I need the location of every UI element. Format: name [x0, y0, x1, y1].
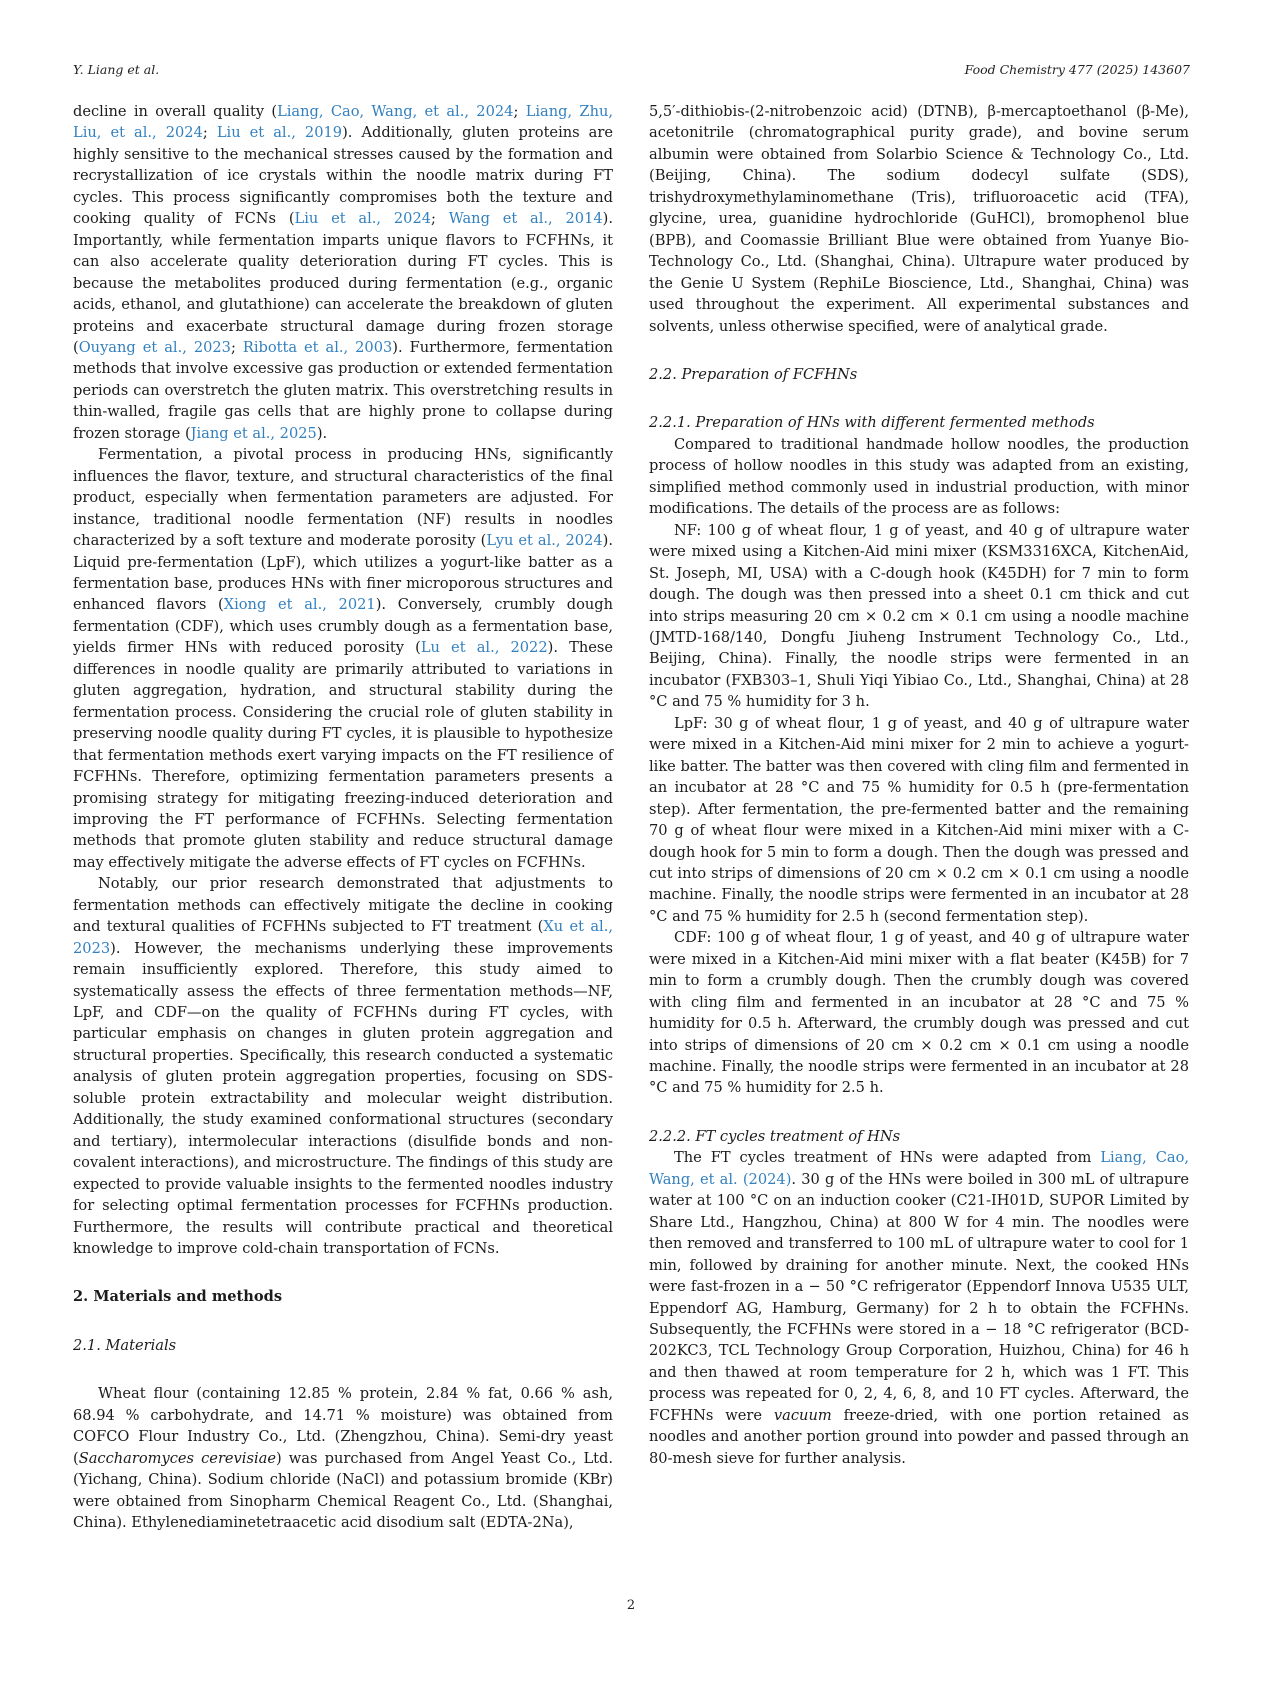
citation-link[interactable]: Wang et al., 2014: [448, 210, 603, 228]
text-segment: NF: 100 g of wheat flour, 1 g of yeast, and 40 g of ultrapure water were mixed using a Kitchen-Aid mini mixer (KSM3316XCA, KitchenAid, St. Joseph, MI, USA) with a C-dough hook (K45DH) for 7 min to form dough. The dough was then pressed into a sheet 0.1 cm thick and cut into strips measuring 20 cm × 0.2 cm × 0.1 cm using a noodle machine (JMTD-168/140, Dongfu Jiuheng Instrument Technology Co., Ltd., Beijing, China). Finally, the noodle strips were fermented in an incubator (FXB303–1, Shuli Yiqi Yibiao Co., Ltd., Shanghai, China) at 28 °C and 75 % humidity for 3 h.: [649, 521, 1189, 711]
right-column: [649, 101, 1189, 1534]
text-segment: decline in overall quality (: [73, 103, 278, 120]
citation-link[interactable]: Liu et al., 2019: [216, 124, 343, 142]
text-segment: The FT cycles treatment of HNs were adapted from: [674, 1149, 1101, 1167]
citation-link[interactable]: Liang, Cao, Wang, et al., 2024: [277, 103, 514, 120]
paragraph: [649, 434, 1189, 520]
text-segment: Compared to traditional handmade hollow noodles, the production process of hollow noodles in this study was adapted from an existing, simplified method commonly used in industrial production, with minor modifications. The details of the process are as follows:: [649, 435, 1189, 518]
running-header: [73, 62, 1190, 77]
two-column-body: [73, 101, 1189, 1534]
citation-link[interactable]: Liu et al., 2024: [294, 210, 432, 228]
text-segment: ). These differences in noodle quality are primarily attributed to variations in gluten aggregation, hydration, and structural stability during the fermentation process. Considering the crucial role of gluten stability in preserving noodle quality during FT cycles, it is plausible to hypothesize that fermentation methods exert varying impacts on the FT resilience of FCFHNs. Therefore, optimizing fermentation parameters presents a promising strategy for mitigating freezing-induced deterioration and improving the FT performance of FCFHNs. Selecting fermentation methods that promote gluten stability and reduce structural damage may effectively mitigate the adverse effects of FT cycles on FCFHNs.: [73, 639, 614, 871]
text-segment: ;: [202, 124, 217, 142]
running-author: Y. Liang et al.: [73, 62, 160, 77]
section-heading: [73, 1286, 613, 1307]
text-segment: 2. Materials and methods: [73, 1288, 283, 1306]
text-segment: 5,5′-dithiobis-(2-nitrobenzoic acid) (DTNB), β-mercaptoethanol (β-Me), acetonitrile (chromatographical purity grade), and bovine serum albumin were obtained from Solarbio Science & Technology Co., Ltd. (Beijing, China). The sodium dodecyl sulfate (SDS), trishydroxymethylaminomethane (Tris), trifluoroacetic acid (TFA), glycine, urea, guanidine hydrochloride (GuHCl), bromophenol blue (BPB), and Coomassie Brilliant Blue were obtained from Yuanye Bio-Technology Co., Ltd. (Shanghai, China). Ultrapure water produced by the Genie U System (RephiLe Bioscience, Ltd., Shanghai, China) was used throughout the experiment. All experimental substances and solvents, unless otherwise specified, were of analytical grade.: [649, 103, 1189, 335]
text-segment: ). Liquid pre-fermentation (LpF), which utilizes a yogurt-like batter as a fermentation base, produces HNs with finer microporous structures and enhanced flavors (: [73, 532, 613, 614]
text-segment: Wheat flour (containing 12.85 % protein, 2.84 % fat, 0.66 % ash, 68.94 % carbohydrate, and 14.71 % moisture) was obtained from COFCO Flour Industry Co., Ltd. (Zhengzhou, China). Semi-dry yeast (: [73, 1385, 613, 1467]
paragraph: [73, 873, 613, 1259]
paragraph: [649, 1147, 1189, 1469]
text-segment: ;: [431, 210, 449, 228]
subsubsection-heading: [649, 412, 1189, 433]
citation-link[interactable]: Jiang et al., 2025: [190, 424, 317, 442]
text-segment: 2.1. Materials: [73, 1336, 177, 1354]
text-segment: 2.2.2. FT cycles treatment of HNs: [649, 1127, 901, 1145]
citation-link[interactable]: Ouyang et al., 2023: [78, 338, 231, 356]
text-segment: ). Furthermore, fermentation methods that involve excessive gas production or extended fermentation periods can overstretch the gluten matrix. This overstretching results in thin-walled, fragile gas cells that are highly prone to collapse during frozen storage (: [73, 338, 613, 442]
text-segment: ). Conversely, crumbly dough fermentation (CDF), which uses crumbly dough as a fermentation base, yields firmer HNs with reduced porosity (: [73, 596, 613, 657]
paragraph: [73, 1383, 613, 1533]
paragraph: [649, 520, 1189, 713]
paragraph: [649, 101, 1189, 337]
citation-link[interactable]: Xu et al., 2023: [73, 918, 613, 957]
text-segment: ). Importantly, while fermentation imparts unique flavors to FCFHNs, it can also accelerate quality deterioration during FT cycles. This is because the metabolites produced during fermentation (e.g., organic acids, ethanol, and glutathione) can accelerate the breakdown of gluten proteins and exacerbate structural damage during frozen storage (: [73, 210, 613, 356]
paragraph: [649, 713, 1189, 928]
text-segment: Saccharomyces cerevisiae: [78, 1449, 276, 1467]
text-segment: 2.2.1. Preparation of HNs with different fermented methods: [649, 414, 1095, 432]
text-segment: ;: [513, 103, 526, 120]
text-segment: . 30 g of the HNs were boiled in 300 mL of ultrapure water at 100 °C on an induction cooker (C21-IH01D, SUPOR Limited by Share Ltd., Hangzhou, China) at 800 W for 4 min. The noodles were then removed and transferred to 100 mL of ultrapure water to cool for 1 min, followed by draining for another minute. Next, the cooked HNs were fast-frozen in a − 50 °C refrigerator (Eppendorf Innova U535 ULT, Eppendorf AG, Hamburg, Germany) for 2 h to obtain the FCFHNs. Subsequently, the FCFHNs were stored in a − 18 °C refrigerator (BCD-202KC3, TCL Technology Group Corporation, Huizhou, China) for 46 h and then thawed at room temperature for 2 h, which was 1 FT. This process was repeated for 0, 2, 4, 6, 8, and 10 FT cycles. Afterward, the FCFHNs were: [649, 1170, 1190, 1424]
text-segment: freeze-dried, with one portion retained as noodles and another portion ground into powder and passed through an 80-mesh sieve for further analysis.: [649, 1406, 1189, 1467]
page-number: 2: [626, 1598, 636, 1613]
subsubsection-heading: [649, 1126, 1189, 1147]
paragraph: [649, 927, 1189, 1099]
running-journal: Food Chemistry 477 (2025) 143607: [964, 62, 1190, 77]
text-segment: Notably, our prior research demonstrated that adjustments to fermentation methods can effectively mitigate the decline in cooking and textural qualities of FCFHNs subjected to FT treatment (: [73, 875, 613, 936]
citation-link[interactable]: Xiong et al., 2021: [223, 596, 376, 614]
text-segment: ). However, the mechanisms underlying these improvements remain insufficiently explored. Therefore, this study aimed to systematically assess the effects of three fermentation methods—NF, LpF, and CDF—on the quality of FCFHNs during FT cycles, with particular emphasis on changes in gluten protein aggregation and structural properties. Specifically, this research conducted a systematic analysis of gluten protein aggregation properties, focusing on SDS-soluble protein extractability and molecular weight distribution. Additionally, the study examined conformational structures (secondary and tertiary), intermolecular interactions (disulfide bonds and non-covalent interactions), and microstructure. The findings of this study are expected to provide valuable insights to the fermented noodles industry for selecting optimal fermentation processes for FCFHNs production. Furthermore, the results will contribute practical and theoretical knowledge to improve cold-chain transportation of FCNs.: [73, 939, 613, 1258]
text-segment: ;: [230, 338, 243, 356]
left-column: [73, 101, 613, 1534]
text-segment: ) was purchased from Angel Yeast Co., Ltd. (Yichang, China). Sodium chloride (NaCl) and potassium bromide (KBr) were obtained from Sinopharm Chemical Reagent Co., Ltd. (Shanghai, China). Ethylenediaminetetraacetic acid disodium salt (EDTA-2Na),: [73, 1449, 613, 1532]
text-segment: ). Additionally, gluten proteins are highly sensitive to the mechanical stresses caused by the formation and recrystallization of ice crystals within the noodle matrix during FT cycles. This process significantly compromises both the texture and cooking quality of FCNs (: [73, 124, 613, 228]
text-segment: Fermentation, a pivotal process in producing HNs, significantly influences the flavor, texture, and structural characteristics of the final product, especially when fermentation parameters are adjusted. For instance, traditional noodle fermentation (NF) results in noodles characterized by a soft texture and moderate porosity (: [73, 446, 613, 550]
citation-link[interactable]: Liang, Zhu, Liu, et al., 2024: [73, 103, 614, 142]
text-segment: ).: [316, 424, 328, 442]
text-segment: 2.2. Preparation of FCFHNs: [649, 365, 858, 383]
citation-link[interactable]: Lyu et al., 2024: [486, 532, 603, 550]
citation-link[interactable]: Liang, Cao, Wang, et al. (2024): [649, 1149, 1190, 1188]
text-segment: vacuum: [773, 1406, 832, 1424]
citation-link[interactable]: Lu et al., 2022: [420, 639, 548, 657]
text-segment: CDF: 100 g of wheat flour, 1 g of yeast, and 40 g of ultrapure water were mixed in a Kitchen-Aid mini mixer with a flat beater (K45B) for 7 min to form a crumbly dough. Then the crumbly dough was covered with cling film and fermented in an incubator at 28 °C and 75 % humidity for 0.5 h. Afterward, the crumbly dough was pressed and cut into strips of dimensions of 20 cm × 0.2 cm × 0.1 cm using a noodle machine. Finally, the noodle strips were fermented in an incubator at 28 °C and 75 % humidity for 2.5 h.: [649, 929, 1189, 1097]
citation-link[interactable]: Ribotta et al., 2003: [242, 338, 393, 356]
paragraph: [73, 101, 613, 444]
subsection-heading: [73, 1335, 613, 1356]
paragraph: [73, 444, 613, 873]
subsection-heading: [649, 364, 1189, 385]
text-segment: LpF: 30 g of wheat flour, 1 g of yeast, and 40 g of ultrapure water were mixed in a Kitchen-Aid mini mixer for 2 min to achieve a yogurt-like batter. The batter was then covered with cling film and fermented in an incubator at 28 °C and 75 % humidity for 0.5 h (pre-fermentation step). After fermentation, the pre-fermented batter and the remaining 70 g of wheat flour were mixed in a Kitchen-Aid mini mixer with a C-dough hook for 5 min to form a dough. Then the dough was pressed and cut into strips of dimensions of 20 cm × 0.2 cm × 0.1 cm using a noodle machine. Finally, the noodle strips were fermented in an incubator at 28 °C and 75 % humidity for 2.5 h (second fermentation step).: [649, 714, 1189, 925]
